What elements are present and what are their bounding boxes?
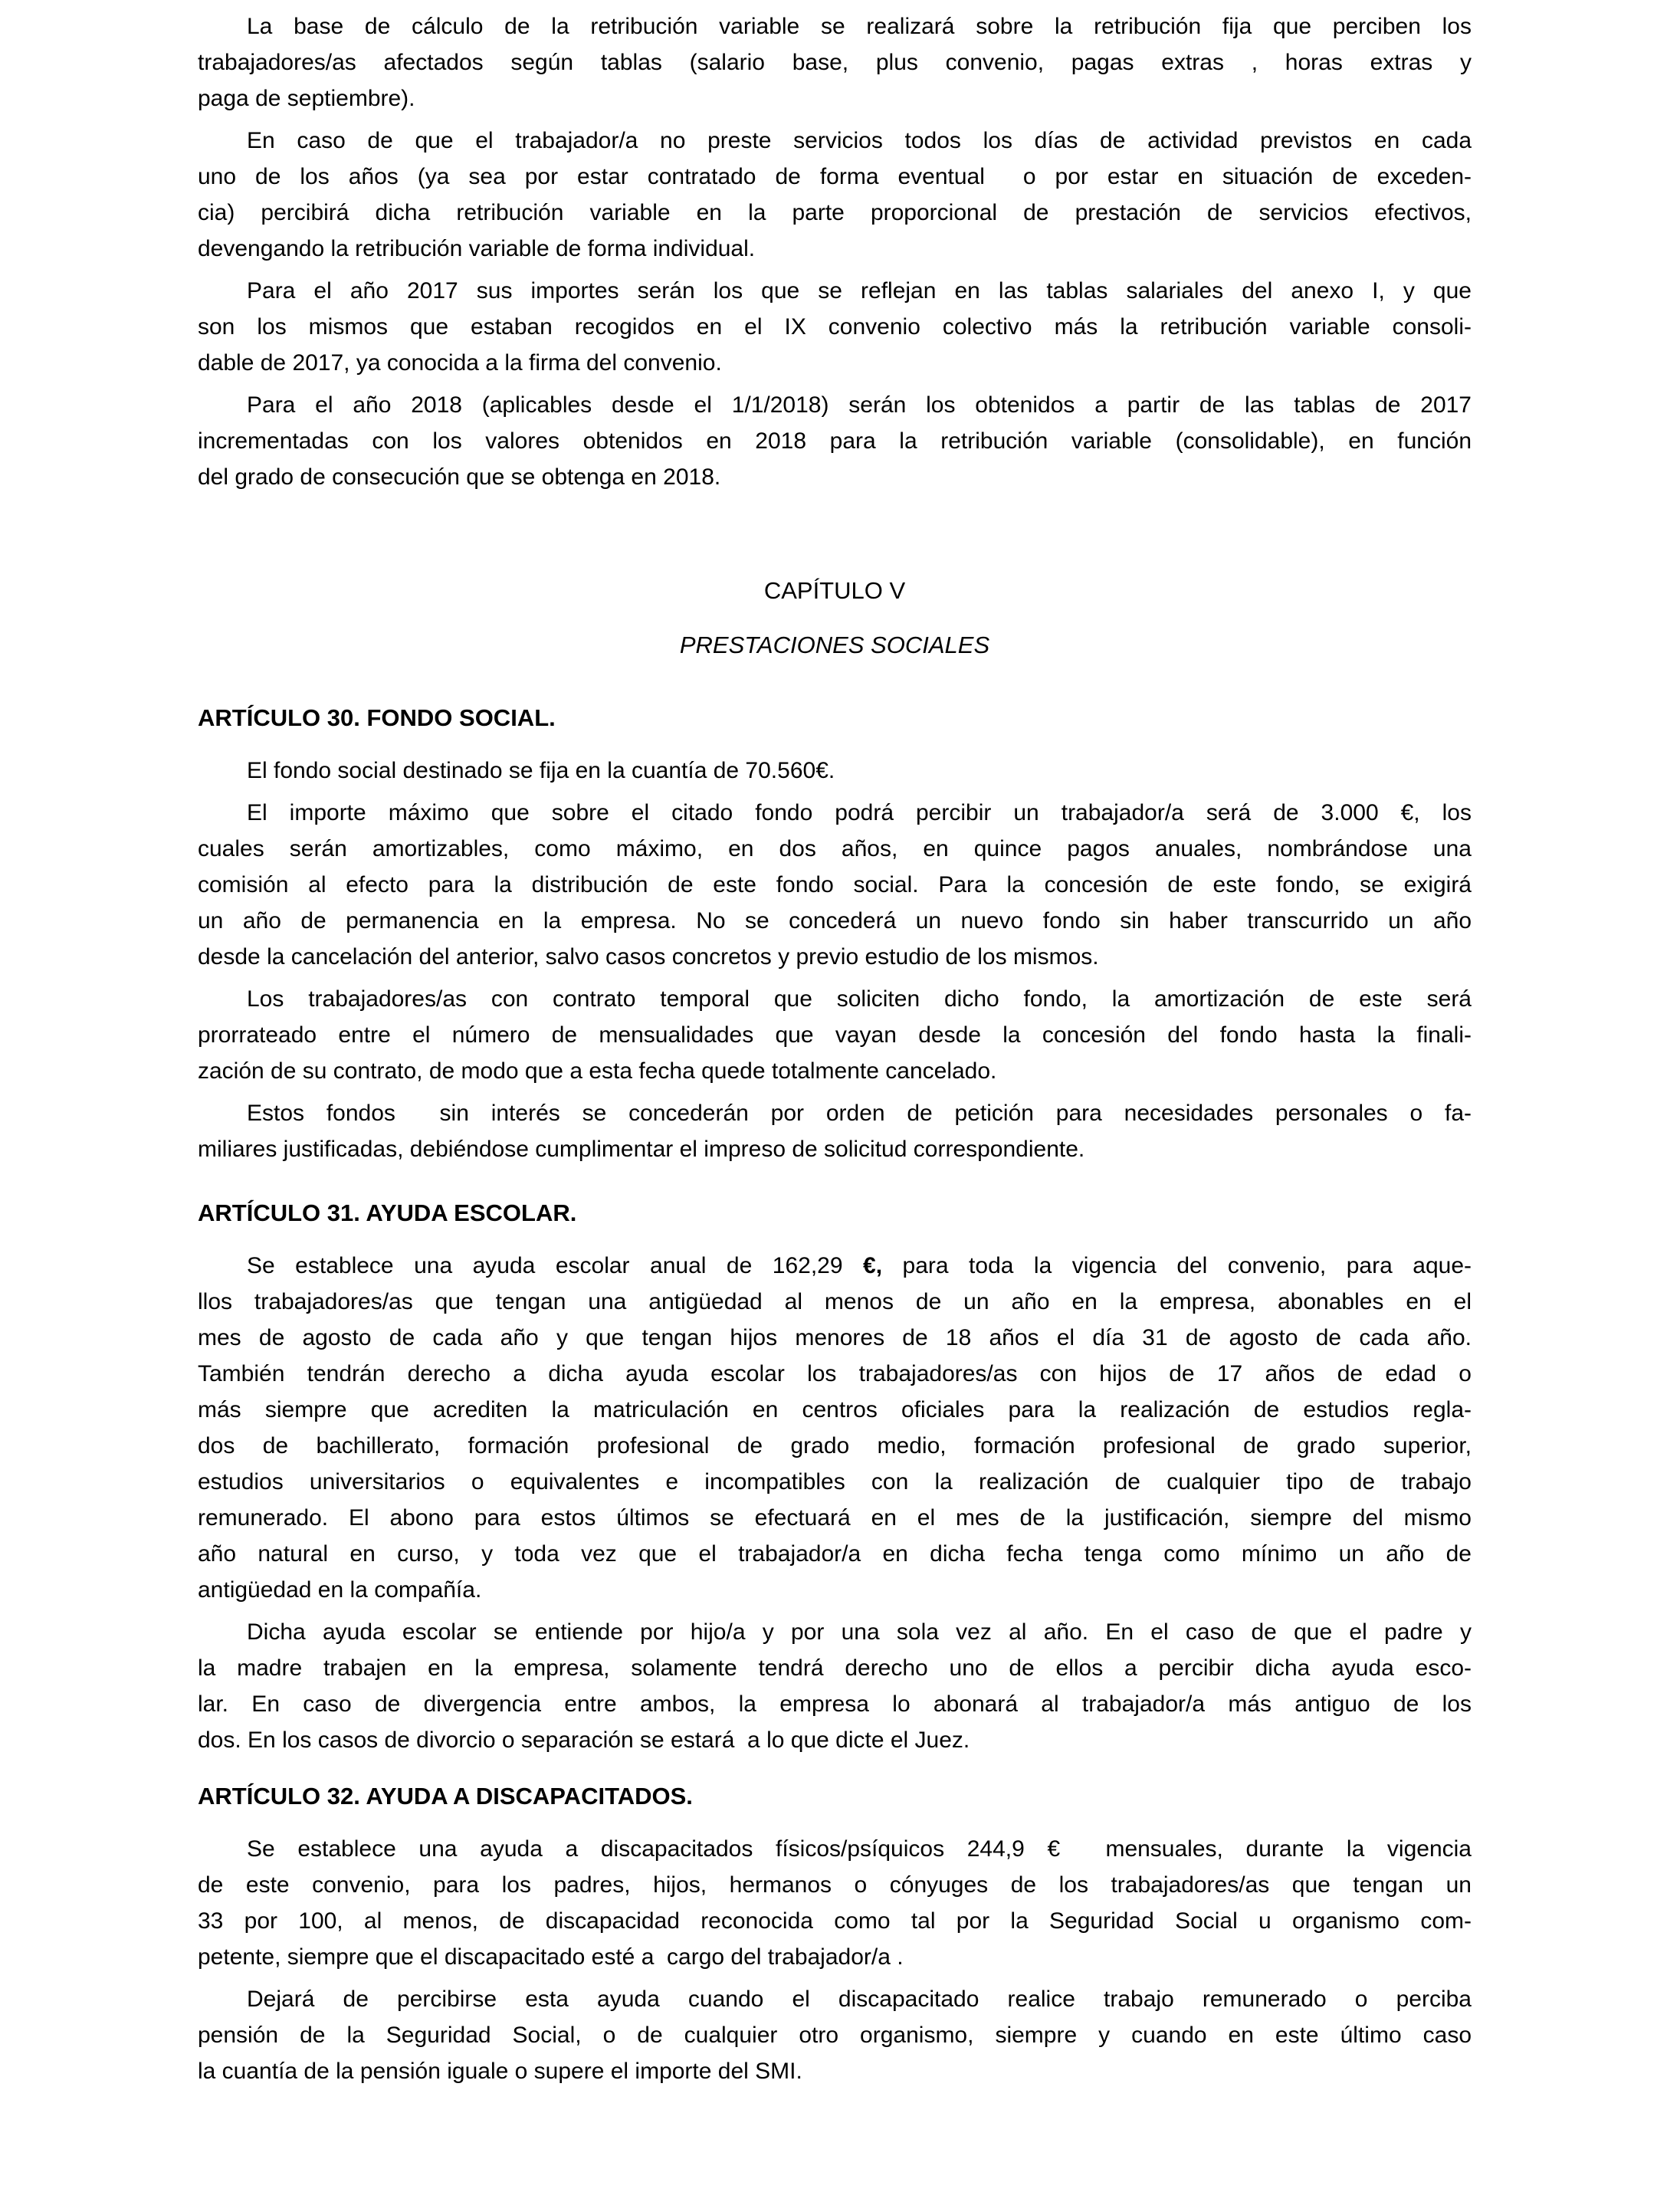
text-line: Para el año 2018 (aplicables desde el 1/1/2018) serán los obtenidos a partir de las tablas de 2017 — [247, 392, 1472, 418]
text-line: lar. En caso de divergencia entre ambos, la empresa lo abonará al trabajador/a más antiguo de los — [198, 1691, 1472, 1717]
paragraph — [198, 387, 1472, 495]
text-line: paga de septiembre). — [198, 86, 415, 111]
text-line: También tendrán derecho a dicha ayuda escolar los trabajadores/as con hijos de 17 años de edad o — [198, 1361, 1472, 1386]
text-line: dable de 2017, ya conocida a la firma del convenio. — [198, 350, 722, 376]
paragraph — [198, 273, 1472, 381]
text-line: más siempre que acrediten la matriculación en centros oficiales para la realización de estudios regla- — [198, 1397, 1472, 1422]
text-line: la cuantía de la pensión iguale o supere el importe del SMI. — [198, 2059, 802, 2084]
text-line: son los mismos que estaban recogidos en el IX convenio colectivo más la retribución variable consoli- — [198, 314, 1472, 340]
chapter-heading: CAPÍTULO V — [763, 577, 906, 604]
text-line: incrementadas con los valores obtenidos en 2018 para la retribución variable (consolidable), en función — [198, 428, 1472, 454]
art31-heading: ARTÍCULO 31. AYUDA ESCOLAR. — [198, 1199, 577, 1226]
paragraph — [198, 1095, 1472, 1167]
text-line — [198, 1248, 1472, 1284]
text-line: del grado de consecución que se obtenga en 2018. — [198, 464, 721, 490]
art32-heading: ARTÍCULO 32. AYUDA A DISCAPACITADOS. — [198, 1783, 693, 1809]
text-line: llos trabajadores/as que tengan una antigüedad al menos de un año en la empresa, abonables en el — [198, 1289, 1472, 1314]
text-line: desde la cancelación del anterior, salvo casos concretos y previo estudio de los mismos. — [198, 944, 1099, 970]
text-line: Para el año 2017 sus importes serán los que se reflejan en las tablas salariales del anexo I, y que — [247, 278, 1472, 303]
text-line: estudios universitarios o equivalentes e incompatibles con la realización de cualquier tipo de trabajo — [198, 1469, 1472, 1495]
text-line: comisión al efecto para la distribución de este fondo social. Para la concesión de este fondo, se exigirá — [198, 872, 1472, 897]
paragraph — [198, 1614, 1472, 1758]
text-line: devengando la retribución variable de forma individual. — [198, 236, 756, 261]
paragraph — [198, 1831, 1472, 1975]
text-line: Dicha ayuda escolar se entiende por hijo/a y por una sola vez al año. En el caso de que el padre y — [247, 1619, 1472, 1645]
paragraph — [198, 1248, 1472, 1608]
text-line: antigüedad en la compañía. — [198, 1577, 482, 1603]
document-content — [198, 8, 1472, 2089]
text-line: cuales serán amortizables, como máximo, en dos años, en quince pagos anuales, nombrándose una — [198, 836, 1472, 861]
bold-text: €, — [863, 1253, 883, 1278]
text-line: Se establece una ayuda a discapacitados físicos/psíquicos 244,9 € mensuales, durante la vigencia — [247, 1836, 1472, 1862]
paragraph — [198, 8, 1472, 116]
text-line: uno de los años (ya sea por estar contratado de forma eventual o por estar en situación de exceden- — [198, 164, 1472, 189]
text-line: El importe máximo que sobre el citado fondo podrá percibir un trabajador/a será de 3.000 €, los — [247, 800, 1472, 825]
paragraph — [198, 753, 1472, 789]
text-line: La base de cálculo de la retribución variable se realizará sobre la retribución fija que perciben los — [247, 14, 1472, 39]
chapter-subheading: PRESTACIONES SOCIALES — [679, 632, 990, 658]
text-line: mes de agosto de cada año y que tengan hijos menores de 18 años el día 31 de agosto de cada año. — [198, 1325, 1472, 1350]
paragraph — [198, 1981, 1472, 2089]
text-line: de este convenio, para los padres, hijos, hermanos o cónyuges de los trabajadores/as que tengan un — [198, 1872, 1472, 1898]
text-line: Dejará de percibirse esta ayuda cuando el discapacitado realice trabajo remunerado o perciba — [247, 1987, 1472, 2012]
text-segment: para toda la vigencia del convenio, para aque- — [882, 1253, 1472, 1278]
text-line: Estos fondos sin interés se concederán por orden de petición para necesidades personales o fa- — [247, 1101, 1472, 1126]
text-line: Los trabajadores/as con contrato temporal que soliciten dicho fondo, la amortización de este será — [247, 986, 1472, 1012]
text-segment: Se establece una ayuda escolar anual de 162,29 — [247, 1253, 864, 1278]
text-line: año natural en curso, y toda vez que el trabajador/a en dicha fecha tenga como mínimo un año de — [198, 1541, 1472, 1567]
text-line: zación de su contrato, de modo que a esta fecha quede totalmente cancelado. — [198, 1058, 997, 1084]
paragraph — [198, 795, 1472, 975]
text-line: miliares justificadas, debiéndose cumplimentar el impreso de solicitud correspondiente. — [198, 1137, 1085, 1162]
text-line: petente, siempre que el discapacitado esté a cargo del trabajador/a . — [198, 1944, 904, 1970]
text-line: trabajadores/as afectados según tablas (salario base, plus convenio, pagas extras , horas extras y — [198, 50, 1472, 75]
text-line: En caso de que el trabajador/a no preste servicios todos los días de actividad previstos en cada — [247, 128, 1472, 153]
text-line: dos de bachillerato, formación profesional de grado medio, formación profesional de grado superior, — [198, 1433, 1472, 1458]
text-line: la madre trabajen en la empresa, solamente tendrá derecho uno de ellos a percibir dicha ayuda esco- — [198, 1655, 1472, 1681]
text-line: cia) percibirá dicha retribución variable en la parte proporcional de prestación de servicios efectivos, — [198, 200, 1472, 225]
text-line: dos. En los casos de divorcio o separación se estará a lo que dicte el Juez. — [198, 1727, 970, 1753]
text-line: remunerado. El abono para estos últimos se efectuará en el mes de la justificación, siempre del mismo — [198, 1505, 1472, 1531]
text-line: pensión de la Seguridad Social, o de cualquier otro organismo, siempre y cuando en este último caso — [198, 2023, 1472, 2048]
art30-heading: ARTÍCULO 30. FONDO SOCIAL. — [198, 704, 556, 731]
text-line: 33 por 100, al menos, de discapacidad reconocida como tal por la Seguridad Social u organismo com- — [198, 1908, 1472, 1934]
text-line: prorrateado entre el número de mensualidades que vayan desde la concesión del fondo hasta la finali- — [198, 1022, 1472, 1048]
text-line: un año de permanencia en la empresa. No se concederá un nuevo fondo sin haber transcurrido un año — [198, 908, 1472, 933]
paragraph — [198, 981, 1472, 1089]
text-line: El fondo social destinado se fija en la cuantía de 70.560€. — [247, 758, 835, 783]
paragraph — [198, 123, 1472, 267]
